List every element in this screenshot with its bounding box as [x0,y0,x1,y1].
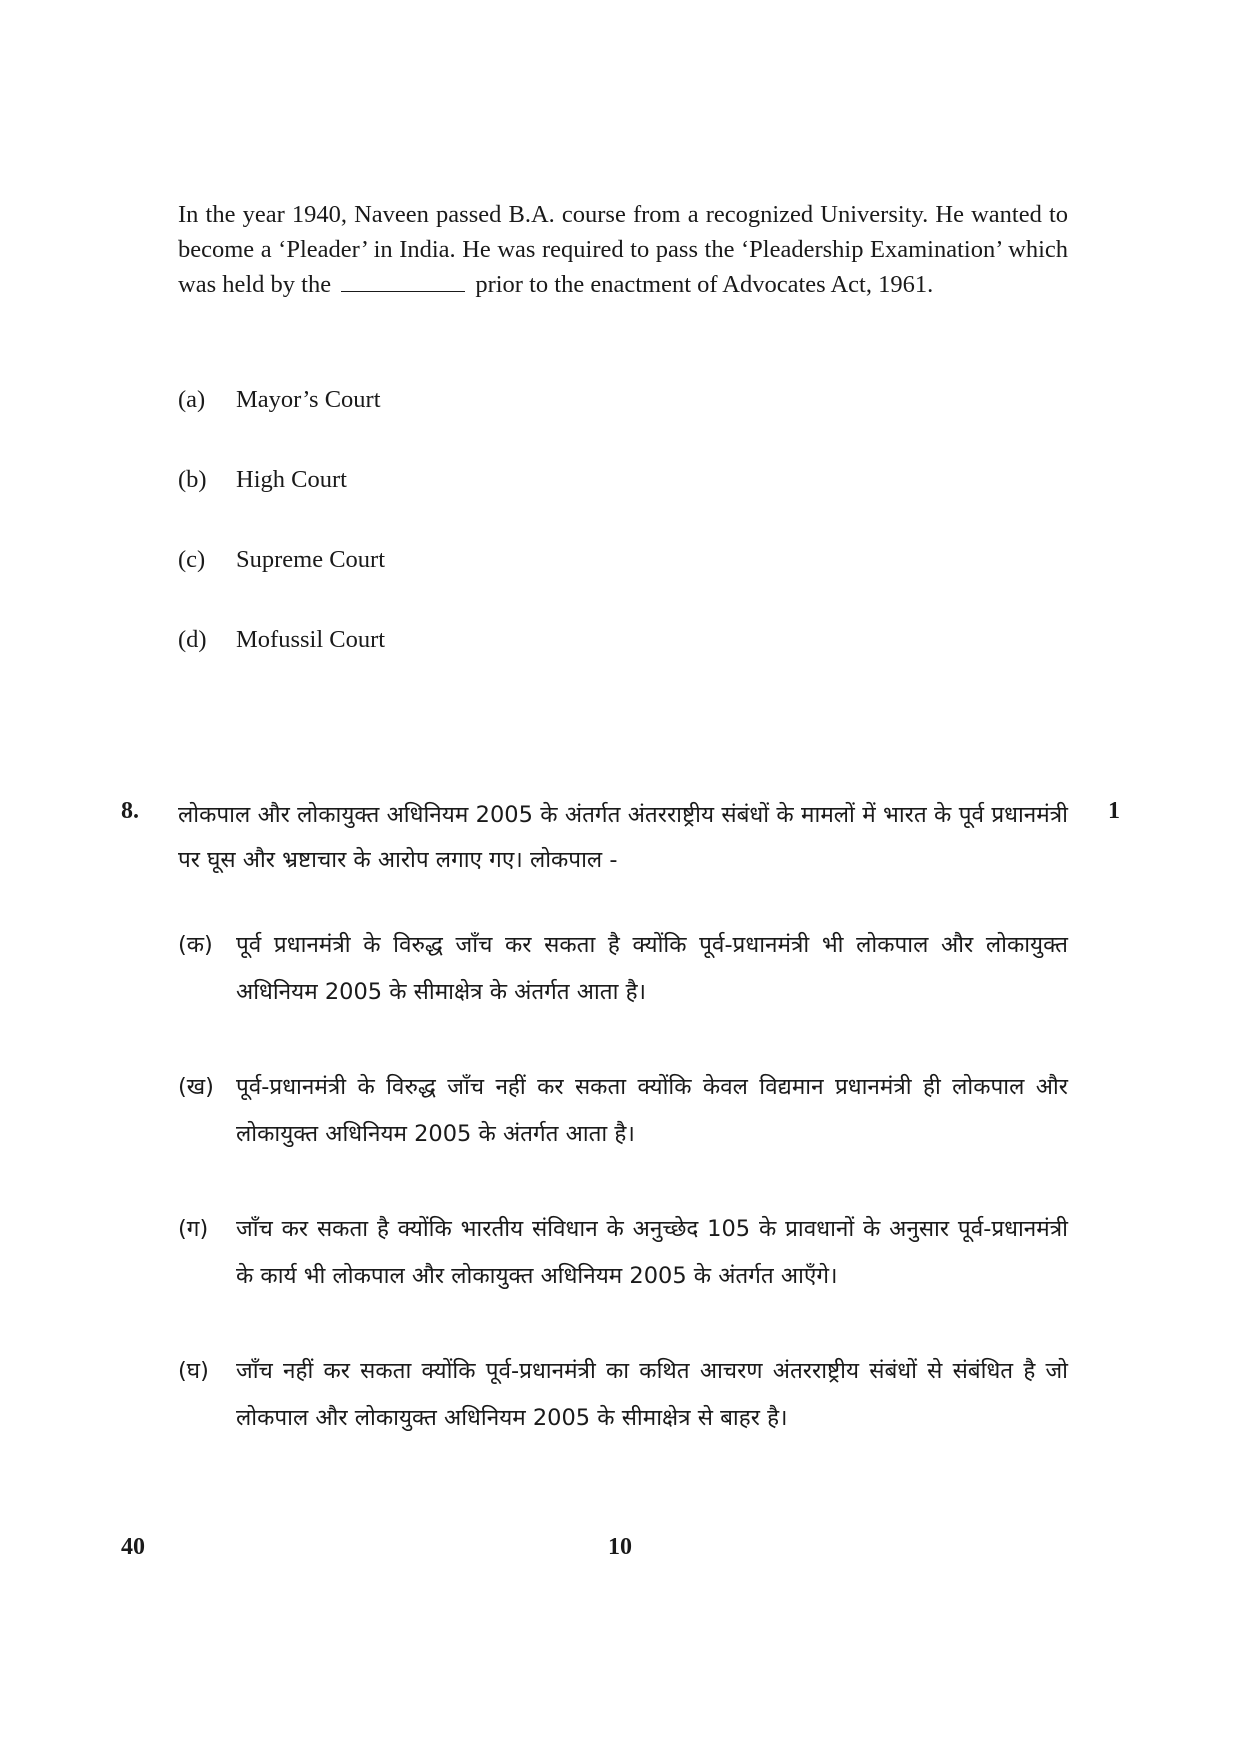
paper-code: 40 [121,1534,145,1560]
question-text-hindi: लोकपाल और लोकायुक्त अधिनियम 2005 के अंतर्गत अंतरराष्ट्रीय संबंधों के मामलों में भारत के पूर्व प्रधानमंत्री पर घूस और भ्रष्टाचार के आरोप लगाए गए। लोकपाल - [178,802,1068,873]
option-text: पूर्व-प्रधानमंत्री के विरुद्ध जाँच नहीं कर सकता क्योंकि केवल विद्यमान प्रधानमंत्री ही लोकपाल और लोकायुक्त अधिनियम 2005 के अंतर्गत आता है। [236,1074,1068,1147]
option-kha [178,1064,1068,1158]
option-gha [178,1348,1068,1442]
option-text: पूर्व प्रधानमंत्री के विरुद्ध जाँच कर सकता है क्योंकि पूर्व-प्रधानमंत्री भी लोकपाल और लोकायुक्त अधिनियम 2005 के सीमाक्षेत्र के अंतर्गत आता है। [236,932,1068,1005]
option-text: Mayor’s Court [236,386,381,413]
option-d [178,622,385,658]
page-number: 10 [608,1534,632,1560]
question-marks: 1 [1108,798,1120,824]
option-label: (c) [178,546,206,573]
option-label: (घ) [178,1358,209,1384]
fill-in-blank [341,271,465,292]
option-text: Supreme Court [236,546,386,573]
option-label: (b) [178,466,207,493]
question-intro-paragraph [178,197,1068,302]
option-c [178,542,385,578]
option-label: (ग) [178,1216,209,1242]
option-b [178,462,347,498]
question-number: 8. [121,798,139,824]
option-text: High Court [236,466,347,493]
option-label: (d) [178,626,207,653]
option-text: जाँच कर सकता है क्योंकि भारतीय संविधान के अनुच्छेद 105 के प्रावधानों के अनुसार पूर्व-प्रधानमंत्री के कार्य भी लोकपाल और लोकायुक्त अधिनियम 2005 के अंतर्गत आएँगे। [236,1216,1068,1289]
intro-text-part2: prior to the enactment of Advocates Act, 1961. [475,271,934,298]
option-label: (क) [178,932,213,958]
option-text: जाँच नहीं कर सकता क्योंकि पूर्व-प्रधानमंत्री का कथित आचरण अंतरराष्ट्रीय संबंधों से संबंधित है जो लोकपाल और लोकायुक्त अधिनियम 2005 के सीमाक्षेत्र से बाहर है। [236,1358,1068,1431]
option-label: (a) [178,386,206,413]
option-label: (ख) [178,1074,214,1100]
option-ka [178,922,1068,1016]
intro-text-part1: In the year 1940, Naveen passed B.A. course from a recognized University. He wanted to become a ‘Pleader’ in India. He was required to pass the ‘Pleadership Examination’ which was held by the [178,201,1068,298]
option-text: Mofussil Court [236,626,386,653]
option-ga [178,1206,1068,1300]
option-a [178,382,381,418]
